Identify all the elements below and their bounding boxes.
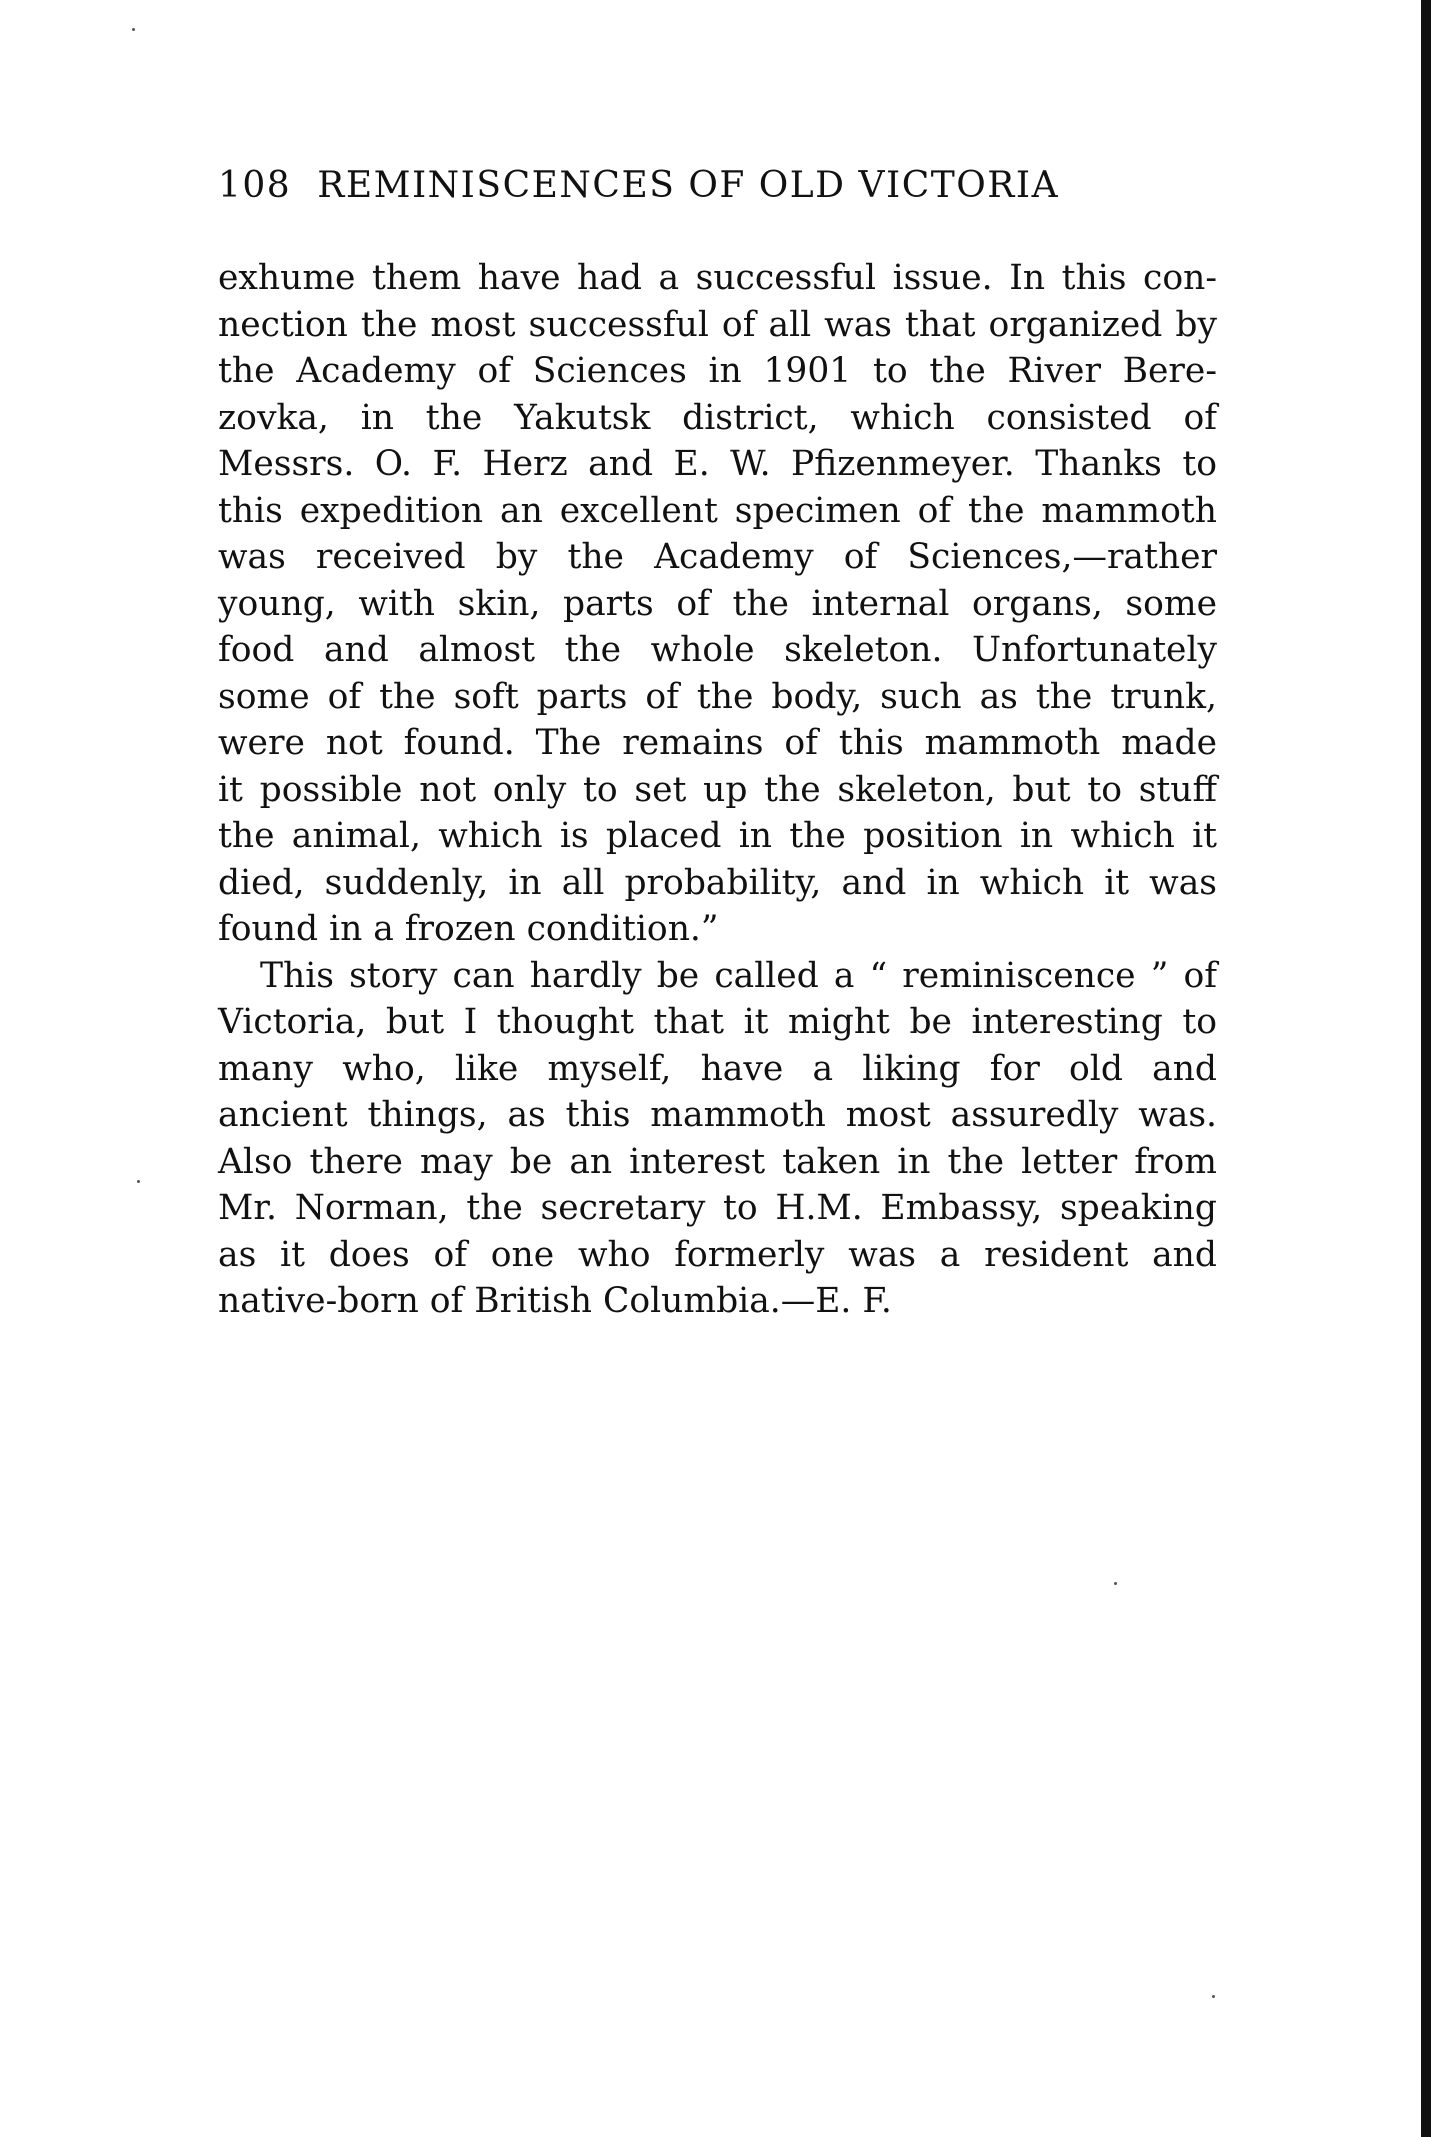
text-line: young, with skin, parts of the internal organs, some [218,583,1217,624]
page-number: 108 [218,165,292,206]
text-line: some of the soft parts of the body, such as the trunk, [218,676,1217,717]
scan-speck [1212,1995,1215,1998]
text-line: Also there may be an interest taken in the letter from [218,1141,1217,1182]
text-line: the Academy of Sciences in 1901 to the River Bere- [218,351,1217,391]
scan-speck [137,1180,140,1183]
text-line: was received by the Academy of Sciences,—rather [218,537,1217,577]
scan-edge [1421,0,1431,2137]
text-line: zovka, in the Yakutsk district, which consisted of [218,397,1217,438]
paragraph [218,953,1217,1325]
paragraph [218,255,1217,953]
running-title: REMINISCENCES OF OLD VICTORIA [317,165,1060,206]
scan-speck [1114,1582,1117,1585]
text-line: the animal, which is placed in the position in which it [218,816,1217,856]
text-line: native-born of British Columbia.—E. F. [218,1281,892,1321]
text-line: died, suddenly, in all probability, and in which it was [218,862,1217,903]
body-text [218,255,1217,1325]
text-line: exhume them have had a successful issue. In this con- [218,258,1217,298]
text-line: Mr. Norman, the secretary to H.M. Embassy, speaking [218,1188,1217,1228]
text-line: it possible not only to set up the skeleton, but to stuff [218,769,1217,810]
text-line: many who, like myself, have a liking for old and [218,1048,1217,1089]
text-line: found in a frozen condition.” [218,909,719,949]
running-header [218,160,1218,212]
text-line: ancient things, as this mammoth most assuredly was. [218,1095,1217,1135]
text-line: Victoria, but I thought that it might be interesting to [218,1002,1217,1042]
scan-speck [132,28,135,31]
text-line: Messrs. O. F. Herz and E. W. Pfizenmeyer. Thanks to [218,444,1217,484]
text-line: nection the most successful of all was that organized by [218,304,1217,345]
text-line: food and almost the whole skeleton. Unfortunately [218,630,1217,670]
text-line: This story can hardly be called a “ reminiscence ” of [260,955,1217,996]
text-line: as it does of one who formerly was a resident and [218,1234,1217,1275]
text-line: were not found. The remains of this mammoth made [218,723,1217,763]
text-line: this expedition an excellent specimen of the mammoth [218,490,1217,531]
